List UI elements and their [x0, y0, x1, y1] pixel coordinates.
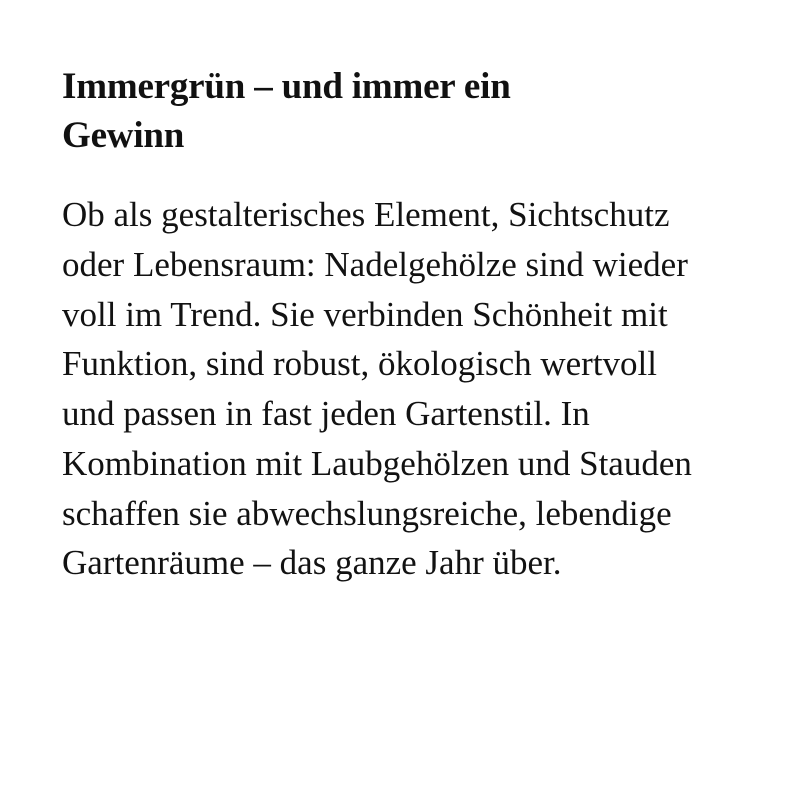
article [62, 62, 702, 588]
article-heading: Immergrün – und immer ein Gewinn [62, 66, 511, 157]
article-body-paragraph: Ob als gestalterisches Element, Sichtschutz oder Lebensraum: Nadelgehölze sind wieder voll im Trend. Sie verbinden Schönheit mit Funktion, sind robust, ökologisch wertvoll und passen in fast jeden Gartenstil. In Kombination mit Laubgehölzen und Stauden schaffen sie abwechslungsreiche, lebendige Gartenräume – das ganze Jahr über. [62, 195, 692, 583]
